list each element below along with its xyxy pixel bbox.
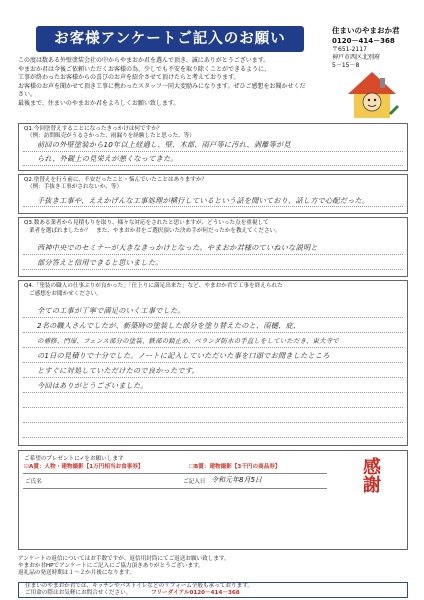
intro-line: 工事が終わったお客様からの喜びのお声を紹介させて頂けたらと考えております。	[18, 74, 240, 82]
intro-text	[18, 57, 310, 109]
question-2-example: （例：手抜き工事がされないか、等）	[27, 184, 123, 190]
footer-line-1: 住まいのやまおか君では、キッチンやバストイレなどのリフォーム全般も承っております。	[25, 583, 253, 589]
footer-tel[interactable]: フリーダイアル0120－414－368	[151, 590, 240, 596]
question-2-box	[18, 174, 408, 214]
question-4-box	[18, 280, 408, 446]
answer-4-line-4: の1日の見積りで十分でした。ノートに記入していただいた事を口頭でお聞きしたところ	[37, 351, 330, 360]
footer-box	[18, 582, 408, 598]
mascot-logo	[340, 64, 404, 126]
question-1-example: （例：訪問販売がうるさかった、雨漏りを経験したと思った、等）	[27, 133, 195, 139]
answer-1-line-1: 前回の外壁塗装から10年以上経過し、壁、木部、雨戸等に汚れ、剥離等が見	[37, 140, 291, 149]
answer-3-line-1: 西神中央でのセミナーが大きなきっかけとなった。やまおか君様のていねいな説明と	[37, 243, 318, 252]
note-line: やまおか君HPでアンケートにご記入にご協力頂きありがとうございます。	[18, 563, 204, 569]
present-label: ご希望のプレゼントに✓をお願いします	[24, 456, 124, 462]
question-3-text-2: 業者を選ばれましたか？ また、やまおか君をご選択頂いた決め手が何だったかを教えてください。	[29, 228, 281, 234]
kansha-stamp: 感謝	[360, 457, 381, 493]
footer-line-2	[25, 590, 240, 597]
present-option-b[interactable]: ☐B賞：建物撮影【3千円の商品券】	[189, 464, 281, 470]
company-postal: 〒651-2117	[332, 46, 367, 53]
company-tel: 0120－414－368	[332, 37, 395, 45]
note-line: アンケートの返信についてはお手数ですが、返信用封筒にてご返送お願い致します。	[18, 556, 230, 562]
notes	[18, 556, 408, 577]
answer-4-line-5: とすぐに対処していただけたので良かったです。	[37, 366, 199, 375]
intro-line: この度は数ある外壁塗装会社の中からやまおか君を選んで頂き、誠にありがとうございます。	[18, 57, 270, 64]
answer-1-line-2: られ、外観上の見栄えが悪くなってきた。	[37, 154, 178, 163]
answer-4-line-2: 2名の職人さんでしたが、新築時の塗装した部分を塗り替えたのと、雨樋、庇、	[37, 321, 301, 330]
present-option-a[interactable]: ☑A賞：人物・建物撮影【1万円相当お食事券】	[24, 464, 144, 470]
question-2-text: Q2.塗替えを行う前に、不安だったこと・悩んでいたことはありますか？	[24, 177, 208, 183]
note-line: 返礼品の発送時期は１～２か月後になります。	[18, 570, 136, 576]
question-1-box	[18, 123, 408, 171]
intro-line: やまおか君は今後ご依頼いただくお客様の為、少しでも不安を取り除くことができるように、	[18, 65, 271, 73]
company-address1: 神戸市西区北別府	[332, 54, 381, 61]
question-4-text: Q4.「塗装の職人の仕事ぶりが良かった」「仕上りに満足出来た」など、やまおか君で工事を終えられた	[24, 283, 283, 289]
present-section	[18, 450, 408, 550]
title-banner	[36, 26, 304, 52]
intro-line: 最後まで、住まいのやまおか君をよろしくお願い致します。	[18, 99, 180, 107]
page-title: お客様アンケートご記入のお願い	[54, 31, 286, 47]
name-date-row	[23, 473, 327, 489]
question-3-text: Q3.数ある業者から見積もりを取り、様々な対応をされたと思いますが、どういった点を重視して	[24, 220, 269, 226]
answer-4-line-3: の補修、門扉、フェンス部分の塗装、鉄部の錆止め、ベランダ防水の手直しをしていただき、東大寺で	[37, 337, 339, 345]
footer-line-2-text: ご用命の際はお気軽にお問合せください。	[25, 590, 132, 596]
name-label: ご氏名	[25, 479, 42, 485]
answer-3-line-2: 部分答えと信用できると思いました。	[37, 258, 163, 267]
answer-2-line-1: 手抜き工事や、ええかげんな工事処理が横行しているという話を聞いており、話し方で心配だった。	[37, 196, 370, 205]
date-label: ご記入日	[183, 479, 206, 485]
question-1-text: Q1.今回塗替えすることになったきっかけは何ですか？	[24, 126, 163, 132]
question-4-text-2: ご感想をお聞かせください。	[29, 291, 102, 297]
question-3-box	[18, 217, 408, 277]
answer-4-line-1: 全ての工事が丁寧で満足のいく工事でした。	[37, 306, 185, 315]
date-value: 令和元年8月5日	[211, 476, 262, 484]
company-address2: 5－15－8	[332, 62, 360, 69]
answer-4-line-6: 今回はありがとうございました。	[37, 381, 148, 390]
intro-line: お客様のお声を聞かせて頂き工事に携わったスタッフ一同大変励みになります。ぜひご感想をお聞かせください。	[18, 82, 306, 99]
company-name: 住まいのやまおか君	[332, 26, 400, 35]
